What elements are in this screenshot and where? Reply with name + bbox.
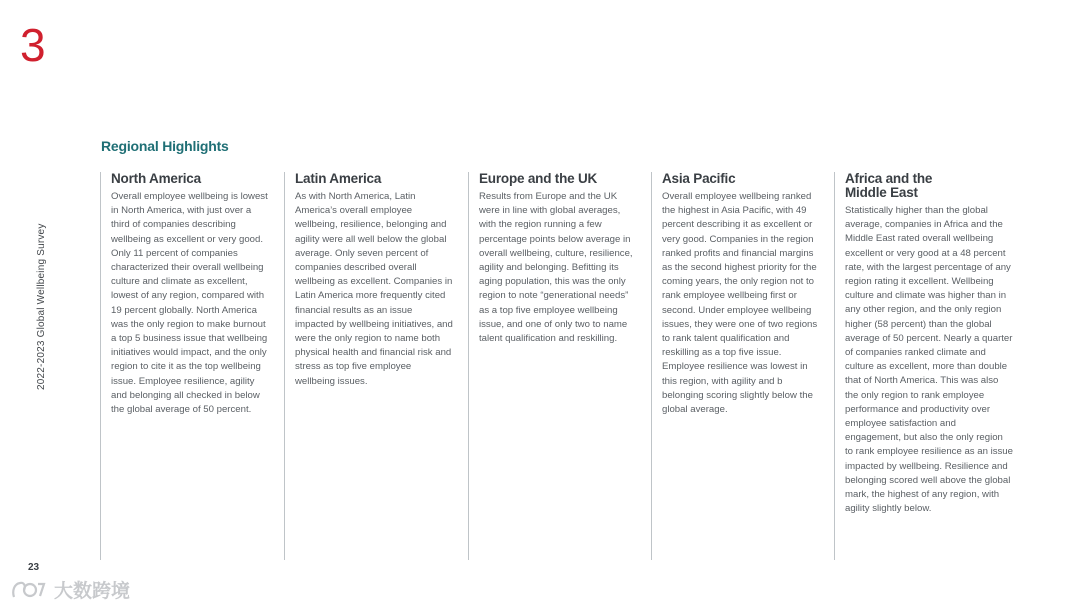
column-africa-middle-east [834,172,1018,560]
column-body: Statistically higher than the global average, companies in Africa and the Middle East rated overall wellbeing excellent or very good at a 48 percent rate, with the largest percentage of any region rating it excellent. Wellbeing culture and climate was higher than in any other region, and the only region higher (58 percent) than the global average of 50 percent. Nearly a quarter of companies ranked climate and culture as excellent, more than double that of North America. This was also the only region to rank employee performance and productivity over employee satisfaction and engagement, but also the only region to rank employee resilience as an issue impacted by wellbeing. Resilience and belonging scored well above the global mark, the highest of any region, with agility slightly below. [845,205,1013,515]
report-side-label: 2022-2023 Global Wellbeing Survey [36,223,47,390]
section-number: 3 [20,19,46,71]
column-latin-america [284,172,456,560]
column-body: Overall employee wellbeing is lowest in North America, with just over a third of companies describing wellbeing as excellent or very good. Only 11 percent of companies characterized their overall wellbeing culture and climate as excellent, lowest of any region, compared with 19 percent globally. North America was the only region to make burnout a top 5 business issue that wellbeing initiatives would impact, and the only region to cite it as the top wellbeing issue. Employee resilience, agility and belonging all checked in below the global average of 50 percent. [111,191,268,416]
column-body: Results from Europe and the UK were in line with global averages, with the region running a few percentage points below average in overall wellbeing, culture, resilience, agility and belonging. Befitting its aging population, this was the only region to note “generational needs” as a top five employee wellbeing issue, and one of only two to name talent qualification and reskilling. [479,191,633,345]
regional-columns [100,172,1020,560]
column-heading: Asia Pacific [662,171,736,186]
column-asia-pacific [651,172,823,560]
column-heading: Europe and the UK [479,171,598,186]
column-europe-uk [468,172,640,560]
column-heading: Africa and the Middle East [845,171,933,200]
column-body: As with North America, Latin America’s overall employee wellbeing, resilience, belonging and agility were all well below the global average. Only seven percent of companies described overall wellbeing as excellent. Companies in Latin America more frequently cited financial results as an issue impacted by wellbeing initiatives, and were the only region to name both physical health and financial risk and stress as top five employee wellbeing issues. [295,191,453,387]
column-heading: Latin America [295,171,382,186]
watermark-logo-icon [10,579,48,601]
page-number: 23 [28,562,40,573]
column-body: Overall employee wellbeing ranked the highest in Asia Pacific, with 49 percent describing it as excellent or very good. Companies in the region ranked profits and financial margins as the second highest priority for the coming years, the only region not to rank employee wellbeing first or second. Under employee wellbeing issues, they were one of two regions to rank talent qualification and reskilling as a top five issue. Employee resilience was lowest in this region, with agility and b belonging scoring slightly below the global average. [662,191,818,416]
column-heading: North America [111,171,201,186]
section-title: Regional Highlights [101,138,229,154]
watermark-text: 大数跨境 [54,581,131,602]
watermark [10,576,130,603]
column-north-america [100,172,272,560]
